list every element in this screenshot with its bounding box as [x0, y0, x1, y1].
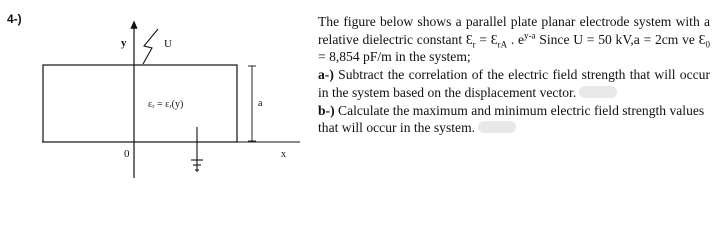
origin-label: 0: [124, 148, 130, 160]
redacted-mark: [478, 121, 516, 133]
question-number: 4-): [7, 12, 22, 26]
intro-line-1: The figure below shows a parallel plate planar electrode: [318, 14, 630, 29]
gap-label: a: [258, 98, 263, 109]
problem-statement: [318, 13, 710, 137]
axis-y-label: y: [121, 37, 127, 49]
intro-text: [318, 13, 710, 66]
part-b: [318, 102, 710, 137]
voltage-label: U: [164, 38, 172, 50]
part-b-label: b-): [318, 102, 335, 118]
part-a-label: a-): [318, 67, 334, 83]
given-values: Since U = 50 kV,a = 2cm ve $Ɛ_0 = 8,854$ pF/m in the system;: [318, 31, 710, 65]
dielectric-region: [43, 65, 237, 142]
intro-line-2: system with a relative dielectric constant $Ɛ_r$ = $Ɛ_{rA}$ . $e^{y-a}$: [318, 14, 710, 50]
part-a: [318, 66, 710, 101]
permittivity-relation: εᵣ = εᵣ(y): [148, 99, 184, 110]
part-b-text: Calculate the maximum and minimum electric field strength values that will occur in the system.: [318, 102, 705, 136]
part-a-text: Subtract the correlation of the electric field strength that will occur in the system based on the displacement vector.: [318, 67, 710, 100]
axis-x-label: x: [281, 149, 286, 160]
redacted-mark: [579, 86, 617, 98]
electrode-figure: [0, 0, 310, 185]
voltage-source-wire: [143, 29, 158, 64]
